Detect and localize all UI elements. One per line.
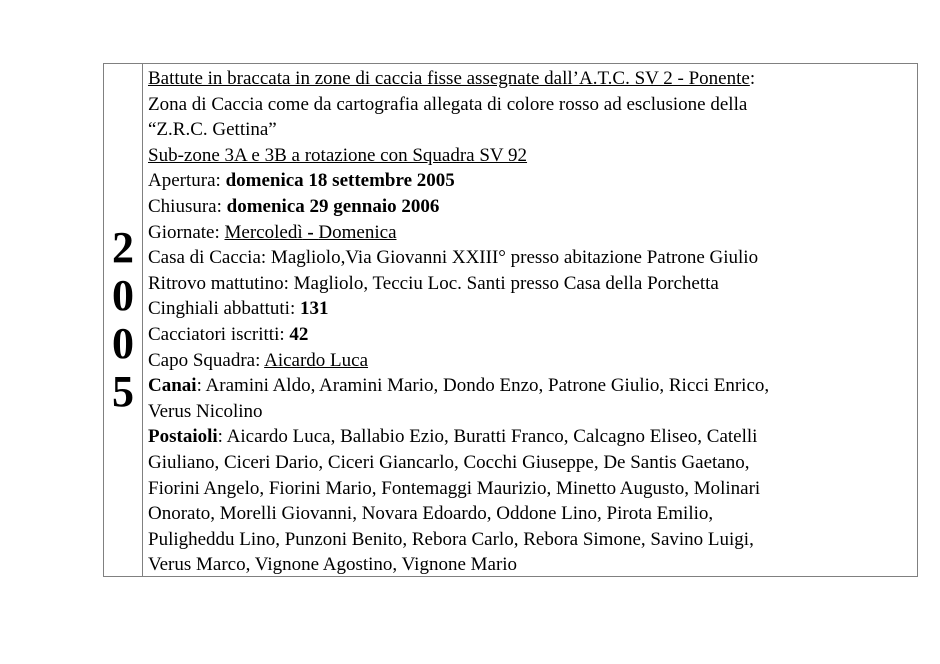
postaioli-line: Puligheddu Lino, Punzoni Benito, Rebora Carlo, Rebora Simone, Savino Luigi, xyxy=(148,528,754,550)
cinghiali-label: Cinghiali abbattuti: xyxy=(148,298,300,320)
giornate-line xyxy=(148,220,913,246)
capo-value: Aicardo Luca xyxy=(264,349,369,371)
cacciatori-line xyxy=(148,322,913,348)
subzone-line: Sub-zone 3A e 3B a rotazione con Squadra SV 92 xyxy=(148,144,528,166)
cinghiali-line xyxy=(148,296,913,322)
giornate-day2: Domenica xyxy=(318,221,397,243)
postaioli-line: Giuliano, Ciceri Dario, Ciceri Giancarlo, Cocchi Giuseppe, De Santis Gaetano, xyxy=(148,451,750,473)
cacciatori-label: Cacciatori iscritti: xyxy=(148,323,290,345)
capo-line xyxy=(148,348,913,374)
canai-line: Verus Nicolino xyxy=(148,400,263,422)
canai-names: : Aramini Aldo, Aramini Mario, Dondo Enzo, Patrone Giulio, Ricci Enrico, xyxy=(196,375,770,397)
casa-line: Casa di Caccia: Magliolo,Via Giovanni XXIII° presso abitazione Patrone Giulio xyxy=(148,247,759,269)
year-digit: 2 xyxy=(112,223,134,272)
cacciatori-value: 42 xyxy=(289,323,309,345)
heading-line xyxy=(148,66,913,92)
capo-label: Capo Squadra: xyxy=(148,349,265,371)
giornate-day1: Mercoledì xyxy=(224,221,303,243)
giornate-label: Giornate: xyxy=(148,221,225,243)
chiusura-line xyxy=(148,194,913,220)
season-details xyxy=(143,64,917,576)
postaioli-line: Fiorini Angelo, Fiorini Mario, Fontemaggi Maurizio, Minetto Augusto, Molinari xyxy=(148,477,761,499)
postaioli-label: Postaioli xyxy=(148,426,218,448)
year-digit: 0 xyxy=(112,271,134,320)
postaioli-line: Verus Marco, Vignone Agostino, Vignone Mario xyxy=(148,554,518,576)
postaioli-line xyxy=(148,424,913,450)
apertura-label: Apertura: xyxy=(148,170,226,192)
year-digit: 5 xyxy=(112,367,134,416)
canai-line xyxy=(148,373,913,399)
apertura-value: domenica 18 settembre 2005 xyxy=(225,170,455,192)
year-digit: 0 xyxy=(112,319,134,368)
heading-text: Battute in braccata in zone di caccia fisse assegnate dall’A.T.C. SV 2 - Ponente xyxy=(148,68,750,89)
season-record-table xyxy=(103,63,918,577)
postaioli-line: Onorato, Morelli Giovanni, Novara Edoardo, Oddone Lino, Pirota Emilio, xyxy=(148,503,714,525)
giornate-sep: - xyxy=(302,221,319,243)
chiusura-value: domenica 29 gennaio 2006 xyxy=(226,195,440,217)
zone-line: Zona di Caccia come da cartografia allegata di colore rosso ad esclusione della xyxy=(148,93,748,115)
ritrovo-line: Ritrovo mattutino: Magliolo, Tecciu Loc. Santi presso Casa della Porchetta xyxy=(148,272,719,294)
year-cell xyxy=(104,64,143,576)
cinghiali-value: 131 xyxy=(299,298,329,320)
chiusura-label: Chiusura: xyxy=(148,195,227,217)
zone-line: “Z.R.C. Gettina” xyxy=(148,119,277,141)
heading-suffix: : xyxy=(749,68,756,89)
postaioli-names: : Aicardo Luca, Ballabio Ezio, Buratti Franco, Calcagno Eliseo, Catelli xyxy=(217,426,758,448)
canai-label: Canai xyxy=(148,375,197,397)
apertura-line xyxy=(148,168,913,194)
